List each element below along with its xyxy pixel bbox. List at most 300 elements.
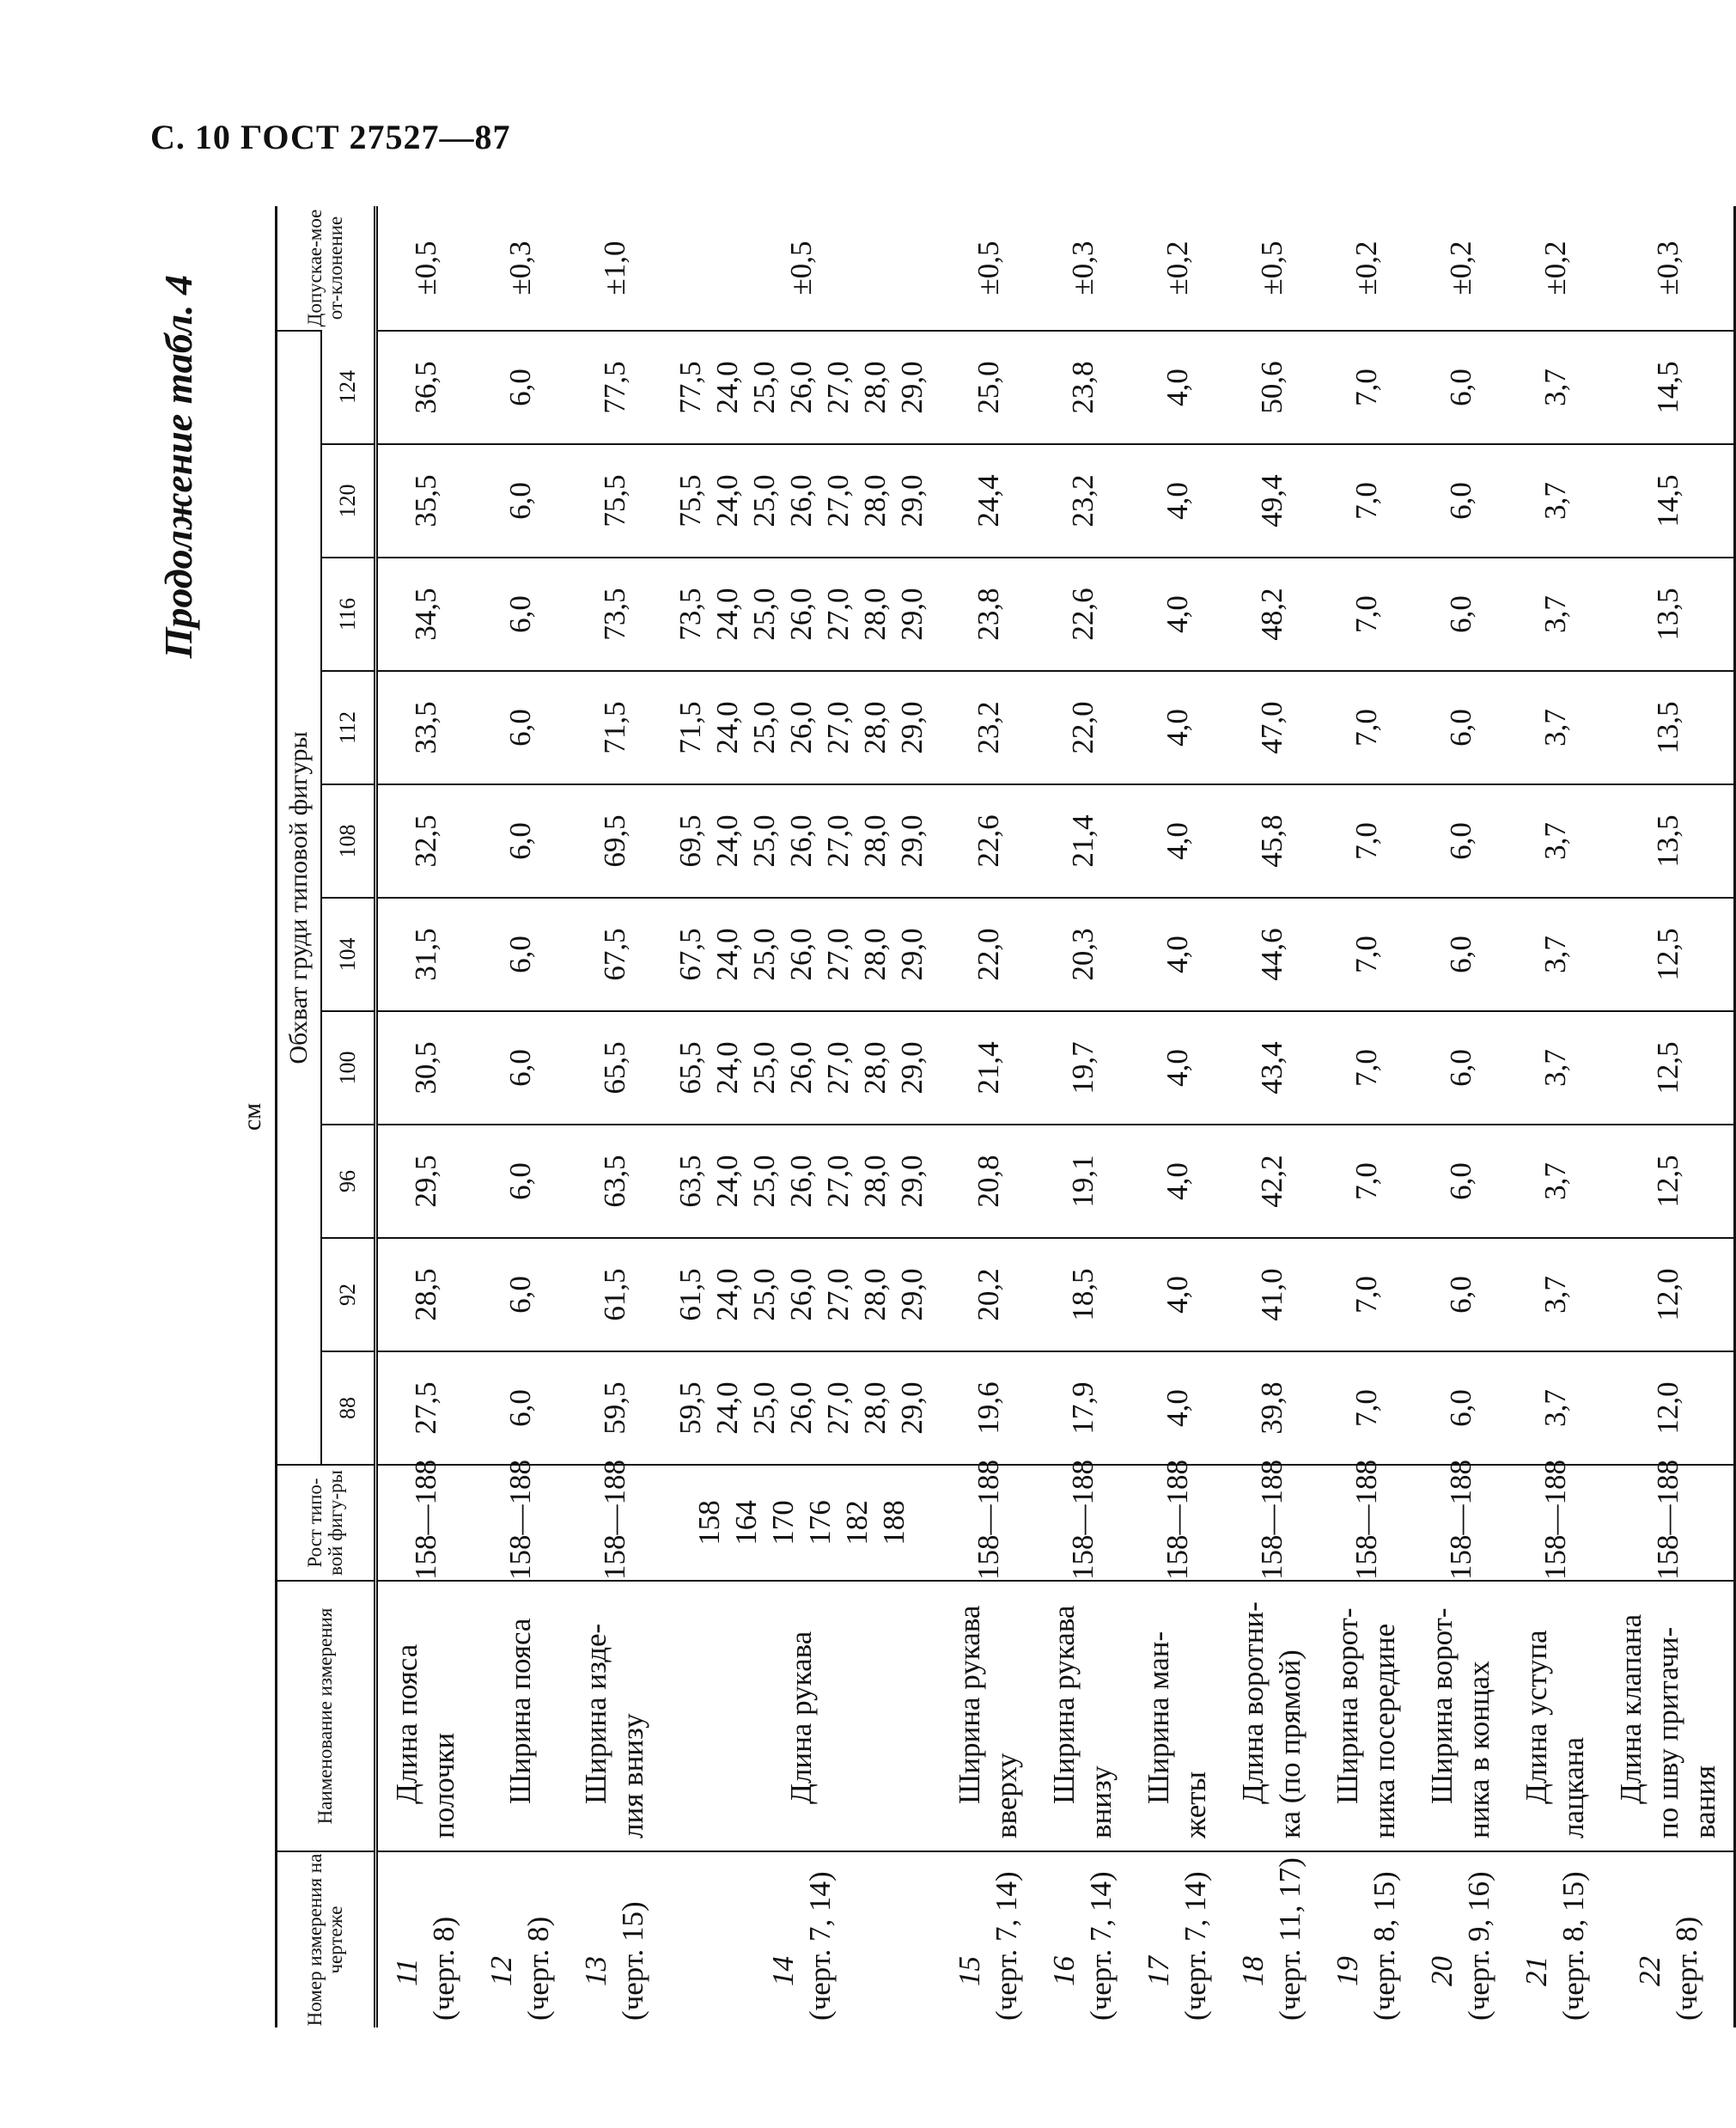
drawing-ref: (черт. 8) [427, 1916, 460, 2021]
value: 28,0 [858, 1041, 892, 1094]
measurements-table [275, 206, 1736, 2027]
value-cell [661, 558, 941, 671]
value-cell: 59,5 [567, 1351, 661, 1465]
value-cell: 7,0 [1319, 1125, 1413, 1238]
value: 26,0 [784, 1041, 818, 1094]
value: 24,0 [710, 1155, 744, 1208]
value-cell: 6,0 [1413, 1125, 1508, 1238]
value: 26,0 [784, 361, 818, 414]
value-cell: 12,5 [1602, 898, 1735, 1011]
value: 26,0 [784, 814, 818, 868]
value-cell: 12,5 [1602, 1011, 1735, 1125]
height-cell [1413, 1460, 1508, 1581]
drawing-ref: (черт. 9, 16) [1462, 1871, 1495, 2021]
measure-name-line1: Длина воротни- [1236, 1601, 1270, 1804]
table-row [376, 206, 473, 2027]
value-cell: 34,5 [376, 558, 473, 671]
value-cell [661, 1238, 941, 1351]
measure-name-line1: Ширина рукава [1047, 1605, 1081, 1804]
value: 25,0 [747, 361, 781, 414]
height-value: 158—188 [1651, 1460, 1684, 1580]
value-cell: 12,0 [1602, 1238, 1735, 1351]
value-cell: 6,0 [472, 1351, 567, 1465]
value-cell: 77,5 [567, 331, 661, 444]
value: 25,0 [747, 474, 781, 527]
value-cell: 6,0 [1413, 1351, 1508, 1465]
value-cell: 6,0 [1413, 1238, 1508, 1351]
measure-name-cell [1413, 1581, 1508, 1851]
drawing-ref: (черт. 7, 14) [1179, 1871, 1212, 2021]
measure-name-cell [1602, 1581, 1735, 1851]
header-tolerance: Допускае-мое от-клонение [277, 206, 376, 331]
value: 28,0 [858, 361, 892, 414]
measure-number: 14 [765, 1956, 800, 1986]
value-cell: 7,0 [1319, 898, 1413, 1011]
height-value: 158—188 [1160, 1460, 1194, 1580]
value: 71,5 [673, 701, 707, 754]
table-caption: Продолжение табл. 4 [156, 275, 200, 659]
value-cell: 13,5 [1602, 784, 1735, 898]
size-header: 112 [321, 671, 376, 784]
measure-name-line1: Длина уступа [1520, 1630, 1553, 1804]
value: 28,0 [858, 928, 892, 981]
value-cell: 12,5 [1602, 1125, 1735, 1238]
value-cell: 20,3 [1035, 898, 1130, 1011]
value: 29,0 [895, 474, 929, 527]
value: 27,0 [821, 1155, 855, 1208]
drawing-ref: (черт. 7, 14) [802, 1871, 837, 2021]
measure-number: 19 [1331, 1956, 1364, 1986]
height-value: 170 [765, 1500, 800, 1546]
measure-name-line2: полочки [427, 1732, 460, 1838]
header-num: Номер измерения на чертеже [277, 1851, 376, 2027]
value: 27,0 [821, 928, 855, 981]
tolerance-cell: ±0,5 [784, 241, 818, 296]
header-height: Рост типо-вой фигу-ры [277, 1465, 376, 1581]
height-value: 158—188 [597, 1460, 631, 1580]
value-cell: 21,4 [1035, 784, 1130, 898]
value-cell: 33,5 [376, 671, 473, 784]
measure-name-line1: Длина клапана [1614, 1613, 1648, 1804]
drawing-ref: (черт. 8) [1669, 1916, 1703, 2021]
value: 28,0 [858, 814, 892, 868]
measure-name-line2: внизу [1084, 1765, 1118, 1838]
value-cell: 19,7 [1035, 1011, 1130, 1125]
value-cell: 69,5 [567, 784, 661, 898]
measure-name-cell [941, 1581, 1035, 1851]
measure-name-cell [1508, 1581, 1602, 1851]
drawing-ref: (черт. 7, 14) [990, 1871, 1023, 2021]
value: 25,0 [747, 588, 781, 641]
size-header: 88 [321, 1351, 376, 1465]
value-cell: 3,7 [1508, 558, 1602, 671]
value: 25,0 [747, 814, 781, 868]
size-header: 116 [321, 558, 376, 671]
measure-name-line1: Ширина рукава [953, 1605, 986, 1804]
measure-name-line2: вверху [990, 1753, 1023, 1838]
tolerance-cell: ±0,3 [1065, 241, 1099, 296]
size-header: 124 [321, 331, 376, 444]
measure-name-line2: ка (по прямой) [1273, 1649, 1307, 1838]
height-value: 182 [839, 1500, 874, 1546]
measure-name-line1: Ширина ворот- [1425, 1607, 1459, 1804]
value: 24,0 [710, 1381, 744, 1435]
value-cell: 14,5 [1602, 331, 1735, 444]
measure-number: 22 [1632, 1956, 1666, 1986]
height-cell [472, 1460, 567, 1581]
value: 24,0 [710, 474, 744, 527]
value-cell: 3,7 [1508, 898, 1602, 1011]
height-cell [1319, 1460, 1413, 1581]
measure-number: 11 [390, 1958, 423, 1986]
value-cell: 6,0 [1413, 558, 1508, 671]
table-row [567, 206, 661, 2027]
value-cell: 22,0 [1035, 671, 1130, 784]
value-cell: 42,2 [1224, 1125, 1319, 1238]
measure-number: 15 [953, 1956, 986, 1986]
value: 75,5 [673, 474, 707, 527]
height-cell [941, 1460, 1035, 1581]
value: 24,0 [710, 814, 744, 868]
table-row [1319, 206, 1413, 2027]
value: 26,0 [784, 1155, 818, 1208]
measure-number-cell [472, 1851, 567, 2027]
value: 26,0 [784, 1381, 818, 1435]
value-cell: 14,5 [1602, 444, 1735, 558]
value: 27,0 [821, 361, 855, 414]
measure-name-line1: Ширина ворот- [1331, 1607, 1364, 1804]
value-cell: 48,2 [1224, 558, 1319, 671]
value: 25,0 [747, 1041, 781, 1094]
value-cell: 6,0 [1413, 331, 1508, 444]
unit-label: см [238, 1102, 266, 1131]
table-row [472, 206, 567, 2027]
height-value: 158—188 [1443, 1460, 1477, 1580]
value: 67,5 [673, 928, 707, 981]
value-cell: 3,7 [1508, 1351, 1602, 1465]
value: 28,0 [858, 1155, 892, 1208]
tolerance-cell: ±0,2 [1538, 241, 1572, 296]
height-cell [1602, 1460, 1735, 1581]
measure-number-cell [1130, 1851, 1224, 2027]
measure-number: 13 [579, 1956, 612, 1986]
measure-name-cell [661, 1581, 941, 1851]
value: 27,0 [821, 701, 855, 754]
measure-name-line2: лацкана [1556, 1736, 1590, 1838]
value-cell: 19,1 [1035, 1125, 1130, 1238]
value-cell [661, 1351, 941, 1465]
tolerance-cell: ±0,2 [1443, 241, 1477, 296]
measure-name-cell [1035, 1581, 1130, 1851]
height-value: 158 [691, 1500, 726, 1546]
value-cell: 23,8 [941, 558, 1035, 671]
value-cell: 6,0 [472, 784, 567, 898]
measure-number-cell [1319, 1851, 1413, 2027]
table-row [1602, 206, 1735, 2027]
value: 29,0 [895, 814, 929, 868]
value-cell: 63,5 [567, 1125, 661, 1238]
measure-name-cell [376, 1581, 473, 1851]
value-cell: 3,7 [1508, 784, 1602, 898]
value: 29,0 [895, 1268, 929, 1321]
value-cell: 4,0 [1130, 671, 1224, 784]
height-value: 158—188 [408, 1460, 442, 1580]
value-cell: 75,5 [567, 444, 661, 558]
value-cell: 7,0 [1319, 671, 1413, 784]
height-cell [1224, 1460, 1319, 1581]
value-cell: 61,5 [567, 1238, 661, 1351]
table-row [1224, 206, 1319, 2027]
table-row [661, 206, 941, 2027]
measure-number-cell [1224, 1851, 1319, 2027]
value: 28,0 [858, 588, 892, 641]
value: 59,5 [673, 1381, 707, 1435]
height-value: 164 [728, 1500, 763, 1546]
value-cell: 7,0 [1319, 444, 1413, 558]
measure-number-cell [376, 1851, 473, 2027]
value: 27,0 [821, 1268, 855, 1321]
measure-name-line1: Ширина ман- [1142, 1631, 1175, 1804]
measure-name-cell [567, 1581, 661, 1851]
tolerance-cell: ±0,5 [971, 241, 1005, 296]
size-header: 104 [321, 898, 376, 1011]
measure-number-cell [941, 1851, 1035, 2027]
measure-number-cell [1602, 1851, 1735, 2027]
value-cell: 4,0 [1130, 1125, 1224, 1238]
drawing-ref: (черт. 15) [616, 1901, 649, 2021]
tolerance-cell: ±1,0 [597, 241, 631, 296]
value: 29,0 [895, 928, 929, 981]
value-cell: 6,0 [472, 558, 567, 671]
value: 25,0 [747, 1155, 781, 1208]
table-row [941, 206, 1035, 2027]
value-cell: 36,5 [376, 331, 473, 444]
value-cell: 4,0 [1130, 784, 1224, 898]
tolerance-cell: ±0,2 [1160, 241, 1194, 296]
height-cell [376, 1460, 473, 1581]
tolerance-cell: ±0,3 [503, 241, 537, 296]
value: 28,0 [858, 1268, 892, 1321]
value: 24,0 [710, 1041, 744, 1094]
measure-number-cell [1035, 1851, 1130, 2027]
measure-name-cell [472, 1581, 567, 1851]
tolerance-cell: ±0,2 [1349, 241, 1383, 296]
value-cell: 19,6 [941, 1351, 1035, 1465]
value: 26,0 [784, 928, 818, 981]
value: 29,0 [895, 588, 929, 641]
height-value: 188 [876, 1500, 911, 1546]
value-cell: 32,5 [376, 784, 473, 898]
height-cell [1035, 1460, 1130, 1581]
measure-name-line2: ника в концах [1462, 1661, 1495, 1838]
value: 61,5 [673, 1268, 707, 1321]
value-cell: 27,5 [376, 1351, 473, 1465]
size-header: 92 [321, 1238, 376, 1351]
height-value: 158—188 [503, 1460, 537, 1580]
value: 24,0 [710, 361, 744, 414]
value-cell: 6,0 [1413, 784, 1508, 898]
value-cell: 30,5 [376, 1011, 473, 1125]
height-value: 158—188 [971, 1460, 1005, 1580]
measure-name-line1: Длина рукава [784, 1631, 818, 1804]
value-cell: 71,5 [567, 671, 661, 784]
measure-number: 16 [1047, 1956, 1081, 1986]
size-header: 108 [321, 784, 376, 898]
value: 27,0 [821, 1041, 855, 1094]
value: 26,0 [784, 701, 818, 754]
value: 73,5 [673, 588, 707, 641]
height-value: 158—188 [1538, 1460, 1572, 1580]
measure-name-line2: по шву притачи-вания [1651, 1626, 1721, 1838]
height-cell [567, 1460, 661, 1581]
measure-number: 12 [484, 1956, 518, 1986]
value-cell: 4,0 [1130, 898, 1224, 1011]
value: 65,5 [673, 1041, 707, 1094]
measure-number: 18 [1236, 1956, 1270, 1986]
value-cell: 28,5 [376, 1238, 473, 1351]
value-cell: 3,7 [1508, 1238, 1602, 1351]
value: 63,5 [673, 1155, 707, 1208]
value-cell: 6,0 [472, 444, 567, 558]
page-header: С. 10 ГОСТ 27527—87 [150, 118, 511, 156]
value-cell: 7,0 [1319, 558, 1413, 671]
drawing-ref: (черт. 11, 17) [1273, 1857, 1307, 2021]
measure-name-line2: ника посередине [1367, 1623, 1401, 1838]
value: 77,5 [673, 361, 707, 414]
size-header: 120 [321, 444, 376, 558]
value-cell: 50,6 [1224, 331, 1319, 444]
height-cell [1508, 1460, 1602, 1581]
value-cell: 47,0 [1224, 671, 1319, 784]
value-cell: 44,6 [1224, 898, 1319, 1011]
measure-name-line1: Ширина пояса [503, 1618, 537, 1804]
value-cell: 6,0 [472, 898, 567, 1011]
value: 24,0 [710, 701, 744, 754]
value-cell: 6,0 [472, 331, 567, 444]
value: 69,5 [673, 814, 707, 868]
value-cell: 7,0 [1319, 1351, 1413, 1465]
value-cell: 23,2 [1035, 444, 1130, 558]
value: 29,0 [895, 701, 929, 754]
measure-name-line2: лия внизу [616, 1713, 649, 1838]
value-cell: 23,2 [941, 671, 1035, 784]
value-cell: 6,0 [472, 1238, 567, 1351]
value-cell: 22,6 [1035, 558, 1130, 671]
value-cell: 6,0 [1413, 444, 1508, 558]
header-name: Наименование измерения [277, 1581, 376, 1851]
value-cell: 49,4 [1224, 444, 1319, 558]
header-chest-group: Обхват груди типовой фигуры [277, 331, 322, 1465]
height-value: 158—188 [1349, 1460, 1383, 1580]
value-cell: 23,8 [1035, 331, 1130, 444]
value-cell [661, 444, 941, 558]
value: 28,0 [858, 474, 892, 527]
drawing-ref: (черт. 8) [521, 1916, 555, 2021]
value-cell: 13,5 [1602, 671, 1735, 784]
value-cell: 4,0 [1130, 1011, 1224, 1125]
measure-number-cell [661, 1851, 941, 2027]
rotated-table-block [156, 206, 1721, 2027]
value-cell: 35,5 [376, 444, 473, 558]
table-row [1035, 206, 1130, 2027]
value-cell: 4,0 [1130, 558, 1224, 671]
measure-number-cell [1413, 1851, 1508, 2027]
value-cell: 3,7 [1508, 1011, 1602, 1125]
value: 28,0 [858, 701, 892, 754]
value-cell: 22,6 [941, 784, 1035, 898]
value-cell: 4,0 [1130, 1238, 1224, 1351]
value-cell [661, 1125, 941, 1238]
value-cell: 65,5 [567, 1011, 661, 1125]
value-cell: 12,0 [1602, 1351, 1735, 1465]
value-cell [661, 671, 941, 784]
height-value: 158—188 [1254, 1460, 1288, 1580]
value-cell: 31,5 [376, 898, 473, 1011]
size-header: 100 [321, 1011, 376, 1125]
drawing-ref: (черт. 7, 14) [1084, 1871, 1118, 2021]
measure-number: 20 [1425, 1956, 1459, 1986]
value-cell: 13,5 [1602, 558, 1735, 671]
table-row [1130, 206, 1224, 2027]
value: 25,0 [747, 928, 781, 981]
measure-number: 17 [1142, 1956, 1175, 1986]
value: 25,0 [747, 1268, 781, 1321]
measure-name-line1: Ширина изде- [579, 1623, 612, 1804]
value-cell: 3,7 [1508, 444, 1602, 558]
value-cell: 7,0 [1319, 331, 1413, 444]
value-cell: 45,8 [1224, 784, 1319, 898]
value-cell: 6,0 [472, 1011, 567, 1125]
tolerance-cell: ±0,5 [408, 241, 442, 296]
value: 26,0 [784, 474, 818, 527]
measure-number-cell [1508, 1851, 1602, 2027]
value-cell: 7,0 [1319, 1011, 1413, 1125]
value: 26,0 [784, 1268, 818, 1321]
value-cell: 39,8 [1224, 1351, 1319, 1465]
measure-name-line1: Длина пояса [390, 1643, 423, 1804]
measure-number-cell [567, 1851, 661, 2027]
height-cell [661, 1465, 941, 1581]
value: 29,0 [895, 1041, 929, 1094]
value-cell: 6,0 [472, 671, 567, 784]
value-cell: 25,0 [941, 331, 1035, 444]
value-cell: 4,0 [1130, 444, 1224, 558]
value-cell: 18,5 [1035, 1238, 1130, 1351]
value: 29,0 [895, 361, 929, 414]
value-cell: 6,0 [1413, 898, 1508, 1011]
drawing-ref: (черт. 8, 15) [1367, 1871, 1401, 2021]
value: 27,0 [821, 474, 855, 527]
measure-name-line2: жеты [1179, 1771, 1212, 1838]
height-cell [1130, 1460, 1224, 1581]
value-cell [661, 784, 941, 898]
value: 28,0 [858, 1381, 892, 1435]
value-cell: 67,5 [567, 898, 661, 1011]
value-cell: 17,9 [1035, 1351, 1130, 1465]
measure-name-cell [1224, 1581, 1319, 1851]
table-row [1508, 206, 1602, 2027]
value-cell: 43,4 [1224, 1011, 1319, 1125]
measure-name-cell [1130, 1581, 1224, 1851]
value-cell: 41,0 [1224, 1238, 1319, 1351]
value-cell: 3,7 [1508, 1125, 1602, 1238]
value: 24,0 [710, 588, 744, 641]
value-cell [661, 898, 941, 1011]
value: 27,0 [821, 588, 855, 641]
value-cell: 6,0 [472, 1125, 567, 1238]
value-cell: 4,0 [1130, 331, 1224, 444]
value-cell: 21,4 [941, 1011, 1035, 1125]
